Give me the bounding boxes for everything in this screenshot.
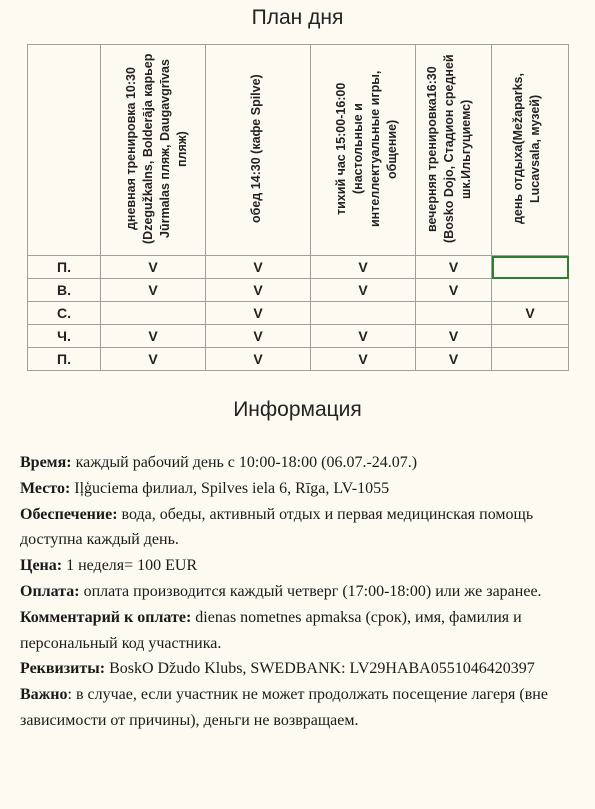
info-label: Комментарий к оплате:: [20, 608, 192, 626]
info-text: : в случае, если участник не может продолжать посещение лагеря (вне зависимости от причины), деньги не возвращаем.: [20, 686, 548, 729]
info-item-provision: [20, 502, 565, 554]
table-cell[interactable]: V: [206, 348, 311, 371]
column-header-training-evening: вечерняя тренировка16:30 (Bosko Dojo, Стадион средней шк.Ильгуциемс): [424, 54, 473, 244]
table-cell[interactable]: V: [101, 279, 206, 302]
table-cell[interactable]: V: [101, 325, 206, 348]
table-cell[interactable]: V: [311, 256, 416, 279]
info-item-time: [20, 450, 565, 476]
table-cell[interactable]: V: [206, 302, 311, 325]
header-cell: [101, 45, 206, 256]
info-item-important: [20, 682, 565, 734]
info-item-price: [20, 553, 565, 579]
info-label: Реквизиты:: [20, 660, 106, 678]
info-item-payment-comment: [20, 605, 565, 657]
table-cell[interactable]: V: [416, 256, 492, 279]
table-cell[interactable]: V: [416, 279, 492, 302]
header-cell: [311, 45, 416, 256]
info-text: 1 неделя= 100 EUR: [62, 557, 198, 575]
table-row: [28, 256, 569, 279]
plan-title: План дня: [251, 6, 344, 29]
table-cell[interactable]: V: [416, 325, 492, 348]
table-row: [28, 348, 569, 371]
day-cell: П.: [28, 348, 101, 371]
table-cell[interactable]: V: [416, 348, 492, 371]
table-cell[interactable]: V: [101, 348, 206, 371]
info-text: dienas nometnes apmaksa (срок), имя, фамилия и персональный код участника.: [20, 608, 522, 652]
table-cell[interactable]: V: [492, 302, 569, 325]
info-text: оплата производится каждый четверг (17:00-18:00) или же заранее.: [79, 582, 542, 600]
table-cell[interactable]: [492, 325, 569, 348]
info-item-place: [20, 476, 565, 502]
info-text: Iļģuciema филиал, Spilves iela 6, Rīga, LV-1055: [70, 479, 390, 497]
info-text: BoskO Džudo Klubs, SWEDBANK: LV29HABA0551046420397: [105, 660, 535, 678]
info-label: Оплата:: [20, 582, 80, 600]
header-cell: [206, 45, 311, 256]
column-header-quiet-hour: тихий час 15:00-16:00 (настольные и интеллектуальные игры, общение): [334, 70, 399, 228]
table-cell[interactable]: V: [206, 279, 311, 302]
schedule-header-row: [28, 45, 569, 256]
table-cell[interactable]: [311, 302, 416, 325]
header-corner-cell: [28, 45, 101, 256]
day-cell: Ч.: [28, 325, 101, 348]
info-label: Время:: [20, 454, 72, 471]
table-cell[interactable]: [492, 279, 569, 302]
table-cell[interactable]: V: [311, 325, 416, 348]
schedule-table: [27, 44, 569, 371]
info-label: Цена:: [20, 557, 63, 575]
table-cell[interactable]: V: [206, 325, 311, 348]
day-cell: В.: [28, 279, 101, 302]
table-cell[interactable]: [101, 302, 206, 325]
table-row: [28, 302, 569, 325]
info-label: Обеспечение:: [20, 505, 118, 523]
table-cell[interactable]: [492, 348, 569, 371]
day-cell: П.: [28, 256, 101, 279]
table-cell[interactable]: V: [311, 348, 416, 371]
info-item-payment: [20, 579, 565, 605]
selected-cell[interactable]: [492, 256, 569, 279]
info-label: Важно: [20, 686, 68, 704]
info-text: вода, обеды, активный отдых и первая медицинская помощь доступна каждый день.: [20, 505, 534, 549]
info-text: каждый рабочий день с 10:00-18:00 (06.07.-24.07.): [71, 454, 418, 471]
day-cell: С.: [28, 302, 101, 325]
table-cell[interactable]: V: [101, 256, 206, 279]
column-header-rest-day: день отдыха(Mežaparks, Lucavsala, музей): [511, 73, 542, 225]
info-block: [20, 450, 565, 734]
table-row: [28, 325, 569, 348]
table-cell[interactable]: V: [206, 256, 311, 279]
info-item-bank-details: [20, 656, 565, 682]
column-header-training-day: дневная тренировка 10:30 (Dzegužkalns, Bolderāja карьер Jūrmalas пляж, Daugavgrīvas пляж): [124, 53, 189, 245]
header-cell: [492, 45, 569, 256]
table-row: [28, 279, 569, 302]
table-cell[interactable]: V: [311, 279, 416, 302]
table-cell[interactable]: [416, 302, 492, 325]
header-cell: [416, 45, 492, 256]
column-header-lunch: обед 14:30 (кафе Spilve): [249, 74, 263, 224]
info-label: Место:: [20, 479, 71, 497]
info-title: Информация: [233, 398, 362, 421]
